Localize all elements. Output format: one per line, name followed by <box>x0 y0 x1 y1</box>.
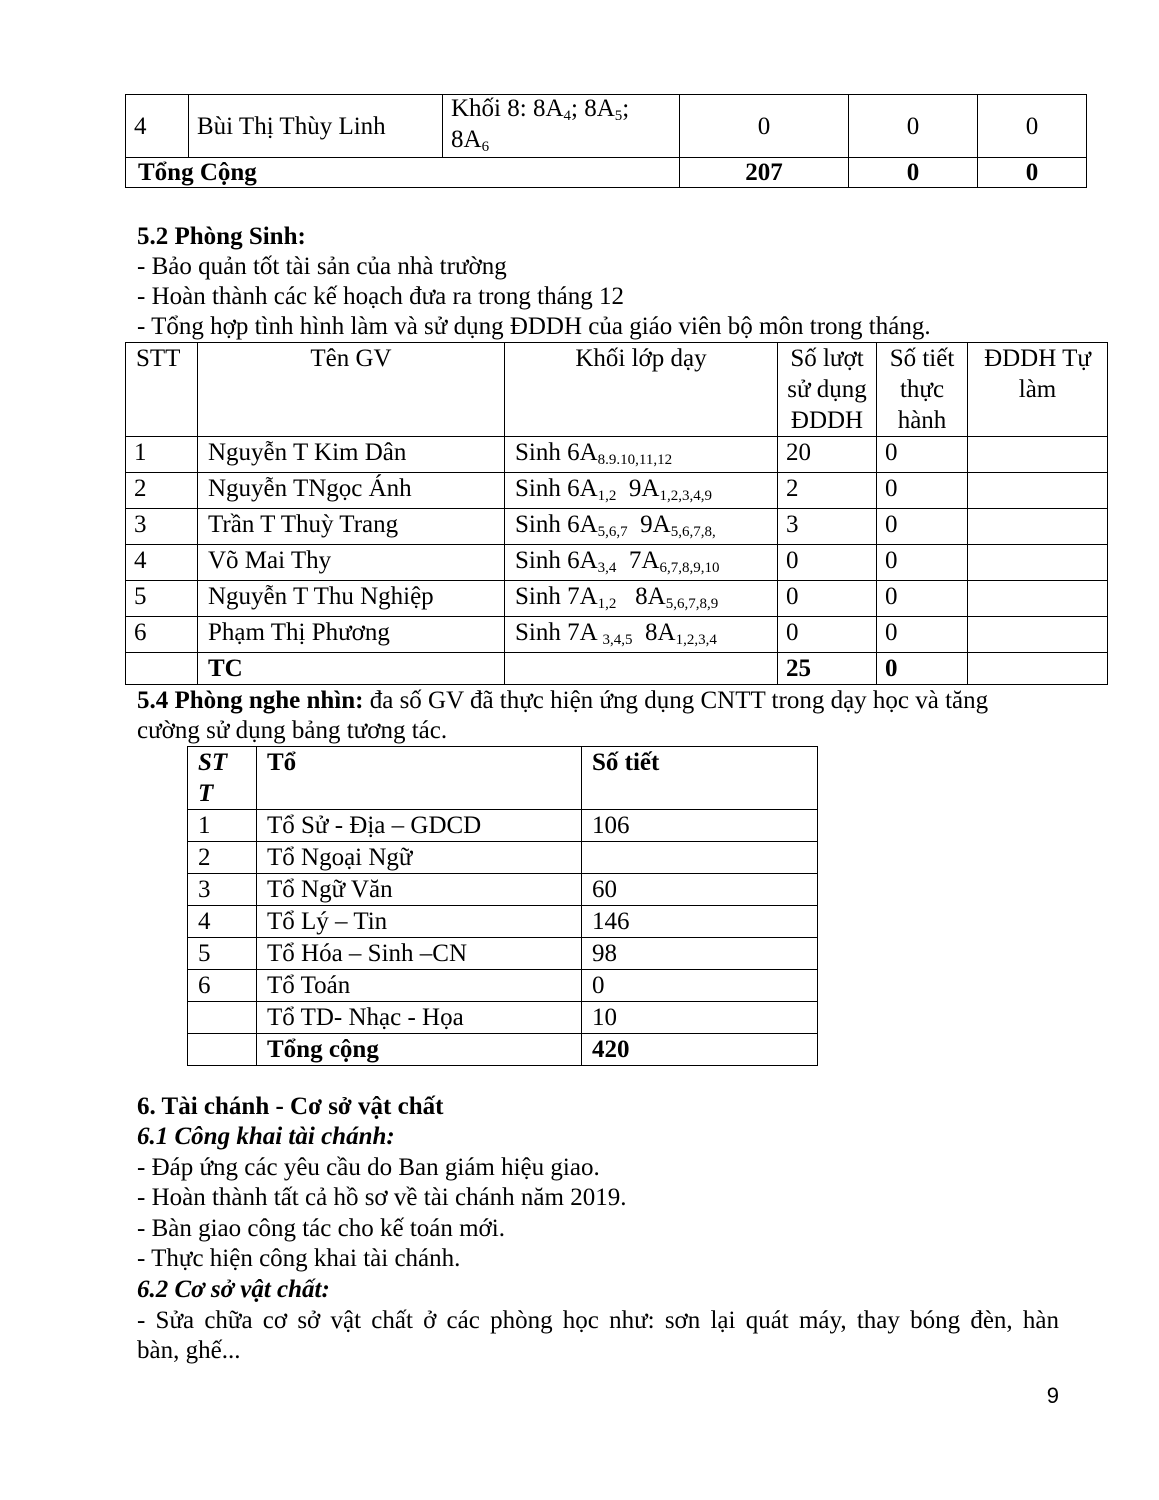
table-row <box>126 95 1087 158</box>
cell-grades: Sinh $6A_{5,6,7}$ $9A_{5,6,7,8,}$ <box>505 509 778 545</box>
cell-stt: 5 <box>188 938 257 970</box>
cell-uses: 0 <box>778 545 877 581</box>
section-5-2-heading: 5.2 Phòng Sinh: <box>137 223 306 250</box>
cell-to: Tổ Ngoại Ngữ <box>257 842 582 874</box>
total-value: 0 <box>849 158 978 188</box>
cell-tiet: 146 <box>582 906 818 938</box>
cell-stt <box>188 1034 257 1066</box>
cell-name: Trần T Thuỳ Trang <box>198 509 505 545</box>
cell-stt: 4 <box>126 95 189 158</box>
table-row <box>188 874 818 906</box>
cell-selfmade <box>968 545 1108 581</box>
cell-to: Tổ Toán <box>257 970 582 1002</box>
cell-name: Võ Mai Thy <box>198 545 505 581</box>
cell-stt: 6 <box>188 970 257 1002</box>
table-row <box>126 581 1108 617</box>
cell-uses: 3 <box>778 509 877 545</box>
header-tiet: Số tiết <box>582 747 818 810</box>
cell-name: Phạm Thị Phương <box>198 617 505 653</box>
total-practice: 0 <box>877 653 968 685</box>
cell-grades: Khối 8: $8A_4$; $8A_5$; $8A_6$ <box>443 95 680 158</box>
total-uses: 25 <box>778 653 877 685</box>
cell-uses: 0 <box>778 581 877 617</box>
cell-uses: 2 <box>778 473 877 509</box>
cell-name: Nguyễn T Kim Dân <box>198 437 505 473</box>
cell-stt <box>126 653 198 685</box>
table-row <box>188 842 818 874</box>
cell-selfmade <box>968 437 1108 473</box>
cell-stt: 3 <box>188 874 257 906</box>
total-value: 0 <box>978 158 1087 188</box>
cell-practice: 0 <box>877 581 968 617</box>
cell-grades: Sinh $6A_{1,2}$ $9A_{1,2,3,4,9}$ <box>505 473 778 509</box>
cell-stt: 1 <box>126 437 198 473</box>
section-6-2-heading: 6.2 Cơ sở vật chất: <box>137 1276 330 1303</box>
total-label: TC <box>198 653 505 685</box>
cell-selfmade <box>968 617 1108 653</box>
cell-stt: 3 <box>126 509 198 545</box>
cell-selfmade <box>968 509 1108 545</box>
header-selfmade: ĐDDH Tự làm <box>968 343 1108 437</box>
table-row <box>188 906 818 938</box>
cell-uses: 0 <box>778 617 877 653</box>
cell-grades: Sinh $6A_{8.9.10,11,12}$ <box>505 437 778 473</box>
cell-to: Tổ Hóa – Sinh –CN <box>257 938 582 970</box>
section-6-1-line: - Thực hiện công khai tài chánh. <box>137 1245 461 1272</box>
cell-grades: Sinh $7A_{1,2}$ $8A_{5,6,7,8,9}$ <box>505 581 778 617</box>
section-6-1-line: - Đáp ứng các yêu cầu do Ban giám hiệu giao. <box>137 1154 600 1181</box>
cell-name: Nguyễn T Thu Nghiệp <box>198 581 505 617</box>
cell-stt: 5 <box>126 581 198 617</box>
section-6-heading: 6. Tài chánh - Cơ sở vật chất <box>137 1093 444 1120</box>
table-header-row <box>126 343 1108 437</box>
total-value: 207 <box>680 158 849 188</box>
table-row <box>188 938 818 970</box>
cell-name: Bùi Thị Thùy Linh <box>189 95 443 158</box>
section-6-2-line-cont: bàn, ghế... <box>137 1337 241 1364</box>
cell-tiet: 10 <box>582 1002 818 1034</box>
cell-stt: 4 <box>188 906 257 938</box>
teacher-usage-table-continued <box>125 94 1087 188</box>
cell-grades: Sinh 7A $_{3,4,5}$ $8A_{1,2,3,4}$ <box>505 617 778 653</box>
header-uses: Số lượt sử dụng ĐDDH <box>778 343 877 437</box>
section-6-1-heading: 6.1 Công khai tài chánh: <box>137 1123 395 1150</box>
cell-practice: 0 <box>877 617 968 653</box>
cell-stt: 1 <box>188 810 257 842</box>
cell-stt <box>188 1002 257 1034</box>
section-5-4-paragraph-cont: cường sử dụng bảng tương tác. <box>137 717 448 744</box>
cell-grades <box>505 653 778 685</box>
section-5-2-line: - Bảo quản tốt tài sản của nhà trường <box>137 253 507 280</box>
cell-stt: 2 <box>126 473 198 509</box>
cell-to: Tổ Sử - Địa – GDCD <box>257 810 582 842</box>
header-practice: Số tiết thực hành <box>877 343 968 437</box>
table-row <box>126 509 1108 545</box>
total-row <box>126 653 1108 685</box>
total-row <box>188 1034 818 1066</box>
section-5-4-paragraph: 5.4 Phòng nghe nhìn: đa số GV đã thực hiện ứng dụng CNTT trong dạy học và tăng <box>137 687 989 714</box>
cell-practice: 0 <box>877 545 968 581</box>
table-row <box>188 810 818 842</box>
cell-stt: 2 <box>188 842 257 874</box>
cell-practice: 0 <box>877 473 968 509</box>
cell-tiet: 0 <box>582 970 818 1002</box>
total-tiet: 420 <box>582 1034 818 1066</box>
cell-value: 0 <box>680 95 849 158</box>
page-number: 9 <box>1046 1383 1059 1408</box>
cell-grades: Sinh $6A_{3,4}$ $7A_{6,7,8,9,10}$ <box>505 545 778 581</box>
cell-tiet <box>582 842 818 874</box>
table-row <box>126 437 1108 473</box>
section-6-1-line: - Hoàn thành tất cả hồ sơ về tài chánh năm 2019. <box>137 1184 627 1211</box>
total-row <box>126 158 1087 188</box>
total-label: Tổng cộng <box>257 1034 582 1066</box>
cell-tiet: 106 <box>582 810 818 842</box>
total-label: Tổng Cộng <box>126 158 680 188</box>
cell-selfmade <box>968 473 1108 509</box>
cell-tiet: 60 <box>582 874 818 906</box>
biology-teacher-table <box>125 342 1108 685</box>
cell-selfmade <box>968 581 1108 617</box>
cell-value: 0 <box>849 95 978 158</box>
cell-value: 0 <box>978 95 1087 158</box>
table-row <box>126 473 1108 509</box>
header-stt: STT <box>126 343 198 437</box>
header-name: Tên GV <box>198 343 505 437</box>
header-stt: ST T <box>188 747 257 810</box>
cell-to: Tổ TD- Nhạc - Họa <box>257 1002 582 1034</box>
section-6-2-line: - Sửa chữa cơ sở vật chất ở các phòng học như: sơn lại quát máy, thay bóng đèn, hàn <box>137 1307 1059 1334</box>
header-to: Tổ <box>257 747 582 810</box>
cell-tiet: 98 <box>582 938 818 970</box>
table-row <box>126 545 1108 581</box>
table-header-row <box>188 747 818 810</box>
header-grades: Khối lớp dạy <box>505 343 778 437</box>
cell-stt: 6 <box>126 617 198 653</box>
cell-practice: 0 <box>877 437 968 473</box>
cell-selfmade <box>968 653 1108 685</box>
av-room-table <box>187 746 818 1066</box>
section-5-2-line: - Tổng hợp tình hình làm và sử dụng ĐDDH của giáo viên bộ môn trong tháng. <box>137 313 931 340</box>
cell-to: Tổ Lý – Tin <box>257 906 582 938</box>
table-row <box>188 970 818 1002</box>
cell-practice: 0 <box>877 509 968 545</box>
section-6-1-line: - Bàn giao công tác cho kế toán mới. <box>137 1215 505 1242</box>
cell-to: Tổ Ngữ Văn <box>257 874 582 906</box>
cell-name: Nguyễn TNgọc Ánh <box>198 473 505 509</box>
section-5-2-line: - Hoàn thành các kế hoạch đưa ra trong tháng 12 <box>137 283 624 310</box>
cell-uses: 20 <box>778 437 877 473</box>
cell-stt: 4 <box>126 545 198 581</box>
table-row <box>126 617 1108 653</box>
table-row <box>188 1002 818 1034</box>
